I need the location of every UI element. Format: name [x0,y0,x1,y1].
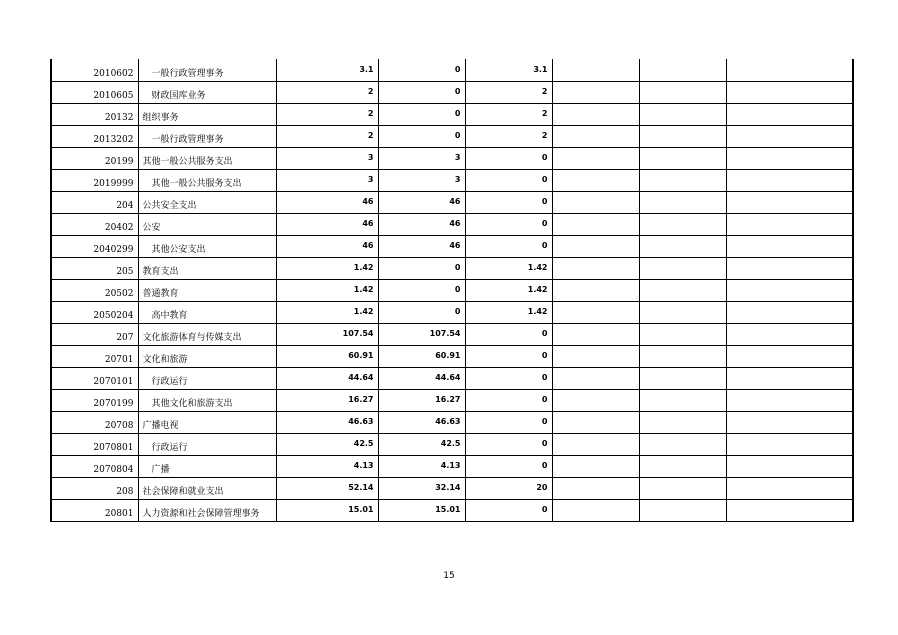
empty-cell [726,301,853,323]
empty-cell [552,257,639,279]
row-name: 组织事务 [138,103,276,125]
row-name: 文化和旅游 [138,345,276,367]
row-code: 2010602 [51,59,138,81]
row-basic: 46 [378,235,465,257]
empty-cell [639,257,726,279]
row-total: 2 [276,103,378,125]
row-basic: 0 [378,125,465,147]
row-total: 15.01 [276,499,378,521]
table-row [51,455,853,477]
row-name: 行政运行 [138,367,276,389]
row-total: 16.27 [276,389,378,411]
row-name: 高中教育 [138,301,276,323]
row-name: 文化旅游体育与传媒支出 [138,323,276,345]
row-project: 0 [465,455,552,477]
table-row [51,257,853,279]
table-row [51,81,853,103]
empty-cell [726,433,853,455]
empty-cell [726,367,853,389]
row-total: 46 [276,213,378,235]
empty-cell [726,499,853,521]
empty-cell [726,81,853,103]
row-total: 3.1 [276,59,378,81]
table-row [51,367,853,389]
row-basic: 107.54 [378,323,465,345]
row-basic: 0 [378,301,465,323]
empty-cell [726,411,853,433]
row-project: 0 [465,235,552,257]
table-row [51,301,853,323]
empty-cell [552,125,639,147]
row-total: 46 [276,235,378,257]
row-code: 2050204 [51,301,138,323]
row-name: 一般行政管理事务 [138,125,276,147]
row-name: 行政运行 [138,433,276,455]
table-row [51,389,853,411]
empty-cell [639,367,726,389]
row-code: 20701 [51,345,138,367]
empty-cell [552,81,639,103]
row-total: 3 [276,169,378,191]
empty-cell [639,433,726,455]
empty-cell [552,235,639,257]
row-basic: 60.91 [378,345,465,367]
row-code: 20801 [51,499,138,521]
row-basic: 0 [378,59,465,81]
row-project: 1.42 [465,257,552,279]
row-project: 0 [465,367,552,389]
empty-cell [639,455,726,477]
table-row [51,279,853,301]
page-number: 15 [443,571,455,581]
table-row [51,433,853,455]
table-row [51,499,853,521]
row-code: 2070101 [51,367,138,389]
empty-cell [726,257,853,279]
row-project: 1.42 [465,279,552,301]
table-row [51,411,853,433]
empty-cell [552,213,639,235]
empty-cell [552,147,639,169]
row-basic: 15.01 [378,499,465,521]
empty-cell [726,455,853,477]
empty-cell [726,59,853,81]
empty-cell [552,389,639,411]
row-code: 20402 [51,213,138,235]
empty-cell [552,433,639,455]
row-code: 2070801 [51,433,138,455]
table-row [51,477,853,499]
empty-cell [639,389,726,411]
row-total: 2 [276,81,378,103]
row-project: 0 [465,389,552,411]
row-basic: 44.64 [378,367,465,389]
empty-cell [552,191,639,213]
row-basic: 3 [378,169,465,191]
empty-cell [639,477,726,499]
empty-cell [726,323,853,345]
row-total: 44.64 [276,367,378,389]
row-project: 0 [465,213,552,235]
row-code: 20708 [51,411,138,433]
empty-cell [552,455,639,477]
empty-cell [639,235,726,257]
empty-cell [552,279,639,301]
table-row [51,213,853,235]
empty-cell [639,169,726,191]
row-basic: 42.5 [378,433,465,455]
empty-cell [639,125,726,147]
row-code: 205 [51,257,138,279]
row-project: 2 [465,81,552,103]
empty-cell [552,59,639,81]
row-name: 其他一般公共服务支出 [138,147,276,169]
row-code: 204 [51,191,138,213]
empty-cell [552,103,639,125]
row-total: 46 [276,191,378,213]
empty-cell [639,147,726,169]
table-row [51,191,853,213]
empty-cell [726,169,853,191]
empty-cell [639,345,726,367]
row-total: 3 [276,147,378,169]
row-code: 2013202 [51,125,138,147]
empty-cell [552,367,639,389]
row-basic: 46.63 [378,411,465,433]
table-row [51,323,853,345]
empty-cell [726,191,853,213]
empty-cell [639,301,726,323]
empty-cell [552,323,639,345]
empty-cell [639,81,726,103]
row-basic: 16.27 [378,389,465,411]
table-row [51,169,853,191]
row-total: 1.42 [276,257,378,279]
row-total: 60.91 [276,345,378,367]
row-name: 广播电视 [138,411,276,433]
row-total: 42.5 [276,433,378,455]
row-basic: 46 [378,213,465,235]
empty-cell [552,499,639,521]
row-total: 1.42 [276,301,378,323]
row-name: 广播 [138,455,276,477]
row-total: 107.54 [276,323,378,345]
row-total: 2 [276,125,378,147]
empty-cell [552,169,639,191]
empty-cell [552,477,639,499]
empty-cell [726,147,853,169]
empty-cell [726,279,853,301]
row-basic: 0 [378,81,465,103]
row-project: 2 [465,103,552,125]
table-row [51,235,853,257]
row-basic: 46 [378,191,465,213]
empty-cell [639,279,726,301]
row-basic: 0 [378,279,465,301]
row-code: 2040299 [51,235,138,257]
empty-cell [639,59,726,81]
row-name: 一般行政管理事务 [138,59,276,81]
row-name: 人力资源和社会保障管理事务 [138,499,276,521]
row-name: 教育支出 [138,257,276,279]
row-code: 20132 [51,103,138,125]
row-name: 普通教育 [138,279,276,301]
row-code: 207 [51,323,138,345]
row-total: 4.13 [276,455,378,477]
table-body [51,59,853,521]
table-row [51,125,853,147]
row-name: 公共安全支出 [138,191,276,213]
empty-cell [639,323,726,345]
row-project: 20 [465,477,552,499]
empty-cell [639,213,726,235]
table-row [51,103,853,125]
row-code: 20199 [51,147,138,169]
empty-cell [552,301,639,323]
row-project: 0 [465,169,552,191]
row-total: 46.63 [276,411,378,433]
row-project: 0 [465,499,552,521]
row-name: 其他公安支出 [138,235,276,257]
empty-cell [726,103,853,125]
row-project: 1.42 [465,301,552,323]
row-code: 208 [51,477,138,499]
empty-cell [552,411,639,433]
row-basic: 0 [378,257,465,279]
budget-table [50,59,854,522]
row-name: 社会保障和就业支出 [138,477,276,499]
row-project: 0 [465,345,552,367]
row-name: 公安 [138,213,276,235]
row-total: 52.14 [276,477,378,499]
row-project: 2 [465,125,552,147]
row-code: 2070804 [51,455,138,477]
row-project: 0 [465,323,552,345]
table-row [51,59,853,81]
row-total: 1.42 [276,279,378,301]
empty-cell [639,411,726,433]
row-basic: 32.14 [378,477,465,499]
row-basic: 3 [378,147,465,169]
row-basic: 0 [378,103,465,125]
empty-cell [639,191,726,213]
row-basic: 4.13 [378,455,465,477]
table-row [51,345,853,367]
row-code: 2019999 [51,169,138,191]
empty-cell [726,389,853,411]
row-code: 20502 [51,279,138,301]
row-project: 0 [465,433,552,455]
row-project: 0 [465,411,552,433]
empty-cell [639,499,726,521]
row-project: 0 [465,191,552,213]
row-name: 财政国库业务 [138,81,276,103]
row-name: 其他一般公共服务支出 [138,169,276,191]
row-code: 2070199 [51,389,138,411]
empty-cell [726,235,853,257]
empty-cell [726,125,853,147]
empty-cell [726,477,853,499]
row-project: 0 [465,147,552,169]
row-code: 2010605 [51,81,138,103]
empty-cell [552,345,639,367]
row-name: 其他文化和旅游支出 [138,389,276,411]
empty-cell [639,103,726,125]
table-row [51,147,853,169]
empty-cell [726,213,853,235]
row-project: 3.1 [465,59,552,81]
empty-cell [726,345,853,367]
